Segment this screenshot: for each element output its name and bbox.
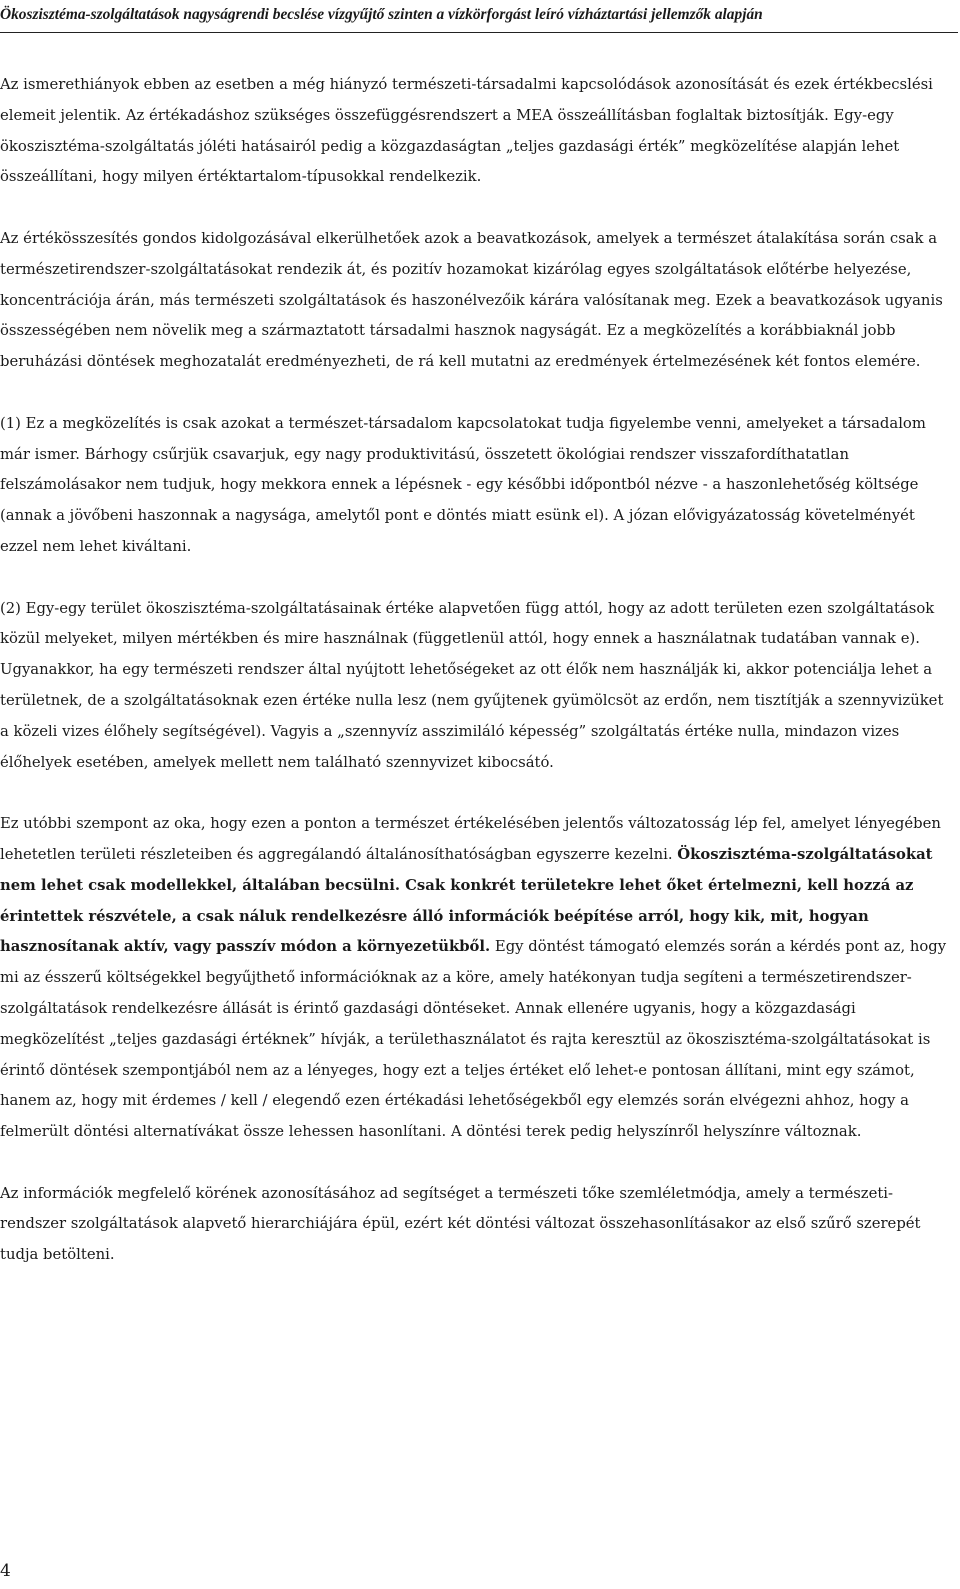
body-text [0,70,948,1271]
paragraph-point-2: (2) Egy-egy terület ökoszisztéma-szolgáltatásainak értéke alapvetően függ attól, hogy az adott területen ezen szolgáltatások közül melyeket, milyen mértékben és mire használnak (függetlenül attól, hogy ennek a használatnak tudatában vannak e). Ugyanakkor, ha egy természeti rendszer által nyújtott lehetőségeket az ott élők nem használják ki, akkor potenciálja lehet a területnek, de a szolgáltatásoknak ezen értéke nulla lesz (nem gyűjtenek gyümölcsöt az erdőn, nem tisztítják a szennyvizüket a közeli vizes élőhely segítségével). Vagyis a „szennyvíz asszimiláló képesség” szolgáltatás értéke nulla, mindazon vizes élőhelyek esetében, amelyek mellett nem található szennyvizet kibocsátó. [0,599,944,771]
emphasized-statement: Ökoszisztéma-szolgáltatásokat nem lehet csak modellekkel, általában becsülni. Csak konkrét területekre lehet őket értelmezni, kell hozzá az érintettek részvétele, a csak náluk rendelkezésre álló információk beépítése arról, hogy kik, mit, hogyan hasznosítanak aktív, vagy passzív módon a környezetükből. [0,845,933,956]
running-header: Ökoszisztéma-szolgáltatások nagyságrendi becslése vízgyűjtő szinten a vízkörforgást leíró vízháztartási jellemzők alapján [0,6,763,23]
paragraph-point-1: (1) Ez a megközelítés is csak azokat a természet-társadalom kapcsolatokat tudja figyelembe venni, amelyeket a társadalom már ismer. Bárhogy csűrjük csavarjuk, egy nagy produktivitású, összetett ökológiai rendszer visszafordíthatatlan felszámolásakor nem tudjuk, hogy mekkora ennek a lépésnek - egy későbbi időpontból nézve - a haszonlehetőség költsége (annak a jövőbeni haszonnak a nagysága, amelytől pont e döntés miatt esünk el). A józan elővigyázatosság követelményét ezzel nem lehet kiváltani. [0,414,926,555]
header-divider [0,32,958,33]
paragraph-knowledge-gaps: Az ismerethiányok ebben az esetben a még hiányzó természeti-társadalmi kapcsolódások azonosítását és ezek értékbecslési elemeit jelentik. Az értékadáshoz szükséges összefüggésrendszert a MEA összeállításban foglaltak biztosítják. Egy-egy ökoszisztéma-szolgáltatás jóléti hatásairól pedig a közgazdaságtan „teljes gazdasági érték” megközelítése alapján lehet összeállítani, hogy milyen értéktartalom-típusokkal rendelkezik. [0,76,933,186]
paragraph-natural-capital: Az információk megfelelő körének azonosításához ad segítséget a természeti tőke szemléletmódja, amely a természeti-rendszer szolgáltatások alapvető hierarchiájára épül, ezért két döntési változat összehasonlításakor az első szűrő szerepét tudja betölteni. [0,1184,921,1264]
paragraph-local-variability [0,809,948,1148]
paragraph-trailing-text: Egy döntést támogató elemzés során a kérdés pont az, hogy mi az ésszerű költségekkel begyűjthető információknak az a köre, amely hatékonyan tudja segíteni a természetirendszer-szolgáltatások rendelkezésre állását is érintő gazdasági döntéseket. Annak ellenére ugyanis, hogy a közgazdasági megközelítést „teljes gazdasági értéknek” hívják, a területhasználatot és rajta keresztül az ökoszisztéma-szolgáltatásokat is érintő döntések szempontjából nem az a lényeges, hogy ezt a teljes értéket elő lehet-e pontosan állítani, mint egy számot, hanem az, hogy mit érdemes / kell / elegendő ezen értékadási lehetőségekből egy elemzés során elvégezni ahhoz, hogy a felmerült döntési alternatívákat össze lehessen hasonlítani. A döntési terek pedig helyszínről helyszínre változnak. [0,938,947,1141]
page-number: 4 [0,1561,11,1581]
paragraph-value-aggregation: Az értékösszesítés gondos kidolgozásával elkerülhetőek azok a beavatkozások, amelyek a természet átalakítása során csak a természetirendszer-szolgáltatásokat rendezik át, és pozitív hozamokat kizárólag egyes szolgáltatások előtérbe helyezése, koncentrációja árán, más természeti szolgáltatások és haszonélvezőik kárára valósítanak meg. Ezek a beavatkozások ugyanis összességében nem növelik meg a származtatott társadalmi hasznok nagyságát. Ez a megközelítés a korábbiaknál jobb beruházási döntések meghozatalát eredményezheti, de rá kell mutatni az eredmények értelmezésének két fontos elemére. [0,229,943,371]
paragraph-lead-text: Ez utóbbi szempont az oka, hogy ezen a ponton a természet értékelésében jelentős változatosság lép fel, amelyet lényegében lehetetlen területi részleteiben és aggregálandó általánosíthatóságban egyszerre kezelni. [0,815,941,863]
